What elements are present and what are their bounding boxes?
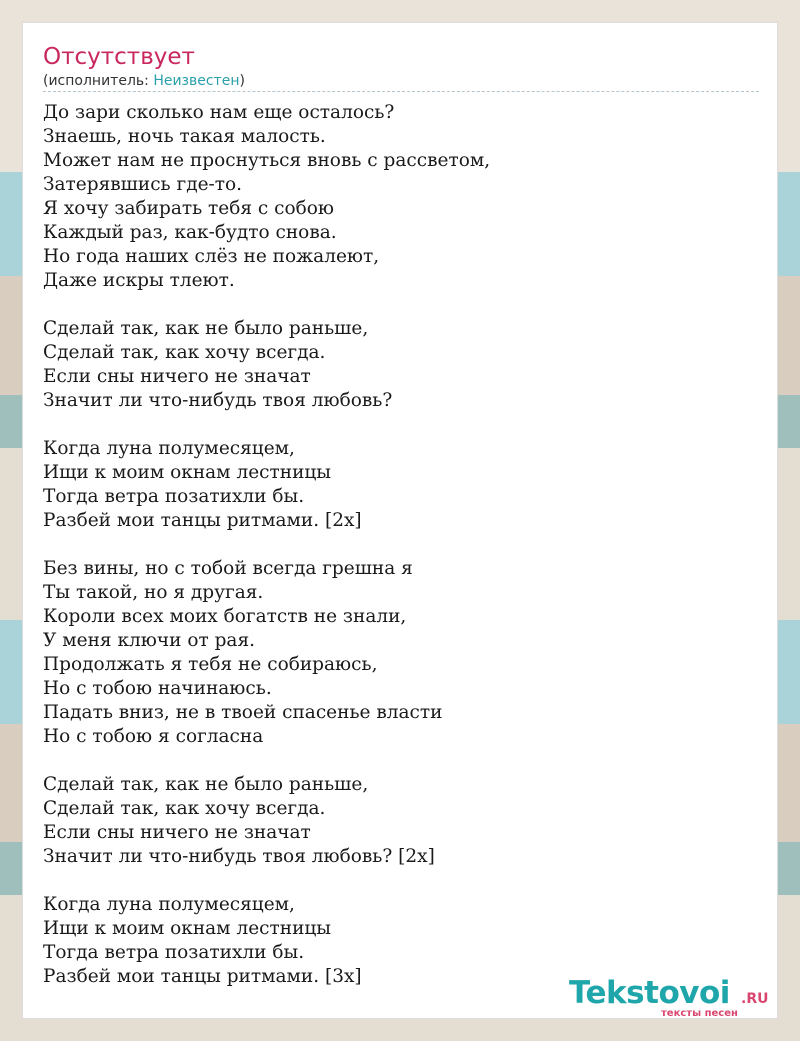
lyric-line: Без вины, но с тобой всегда грешна я xyxy=(43,558,413,579)
stanza xyxy=(43,317,490,413)
lyric-line: Но с тобою начинаюсь. xyxy=(43,678,272,699)
lyric-line: Если сны ничего не значат xyxy=(43,366,311,387)
stanza xyxy=(43,101,490,293)
divider xyxy=(43,91,759,92)
artist-prefix: (исполнитель: xyxy=(43,73,154,89)
lyric-line: Значит ли что-нибудь твоя любовь? xyxy=(43,390,393,411)
lyric-line: Сделай так, как не было раньше, xyxy=(43,774,369,795)
lyric-line: Тогда ветра позатихли бы. xyxy=(43,942,305,963)
lyric-line: Падать вниз, не в твоей спасенье власти xyxy=(43,702,443,723)
lyric-line: Разбей мои танцы ритмами. [3x] xyxy=(43,966,362,987)
lyric-line: Если сны ничего не значат xyxy=(43,822,311,843)
artist-link[interactable]: Неизвестен xyxy=(153,73,240,89)
stanza xyxy=(43,557,490,749)
logo-tld: .RU xyxy=(741,991,769,1007)
artist-line xyxy=(43,72,245,90)
stanza xyxy=(43,773,490,869)
lyric-line: Но с тобою я согласна xyxy=(43,726,264,747)
lyric-line: Когда луна полумесяцем, xyxy=(43,894,295,915)
stanza xyxy=(43,437,490,533)
lyric-line: Но года наших слёз не пожалеют, xyxy=(43,246,380,267)
artist-suffix: ) xyxy=(239,73,245,89)
lyric-line: Затерявшись где-то. xyxy=(43,174,243,195)
lyric-line: Ищи к моим окнам лестницы xyxy=(43,462,332,483)
site-logo[interactable] xyxy=(569,975,775,1021)
logo-name: Tekstovoi xyxy=(569,975,730,1011)
lyrics-text xyxy=(43,101,490,989)
lyric-line: Каждый раз, как-будто снова. xyxy=(43,222,337,243)
lyric-line: Я хочу забирать тебя с собою xyxy=(43,198,335,219)
lyric-line: Продолжать я тебя не собираюсь, xyxy=(43,654,378,675)
lyric-line: Когда луна полумесяцем, xyxy=(43,438,295,459)
lyrics-card xyxy=(22,22,778,1019)
song-title: Отсутствует xyxy=(43,44,195,70)
lyric-line: Может нам не проснуться вновь с рассветом, xyxy=(43,150,491,171)
lyric-line: Разбей мои танцы ритмами. [2x] xyxy=(43,510,362,531)
lyric-line: Даже искры тлеют. xyxy=(43,270,235,291)
lyric-line: Сделай так, как хочу всегда. xyxy=(43,798,326,819)
lyric-line: До зари сколько нам еще осталось? xyxy=(43,102,395,123)
lyric-line: Знаешь, ночь такая малость. xyxy=(43,126,326,147)
lyric-line: Ищи к моим окнам лестницы xyxy=(43,918,332,939)
lyric-line: Сделай так, как не было раньше, xyxy=(43,318,369,339)
lyric-line: Значит ли что-нибудь твоя любовь? [2x] xyxy=(43,846,435,867)
lyric-line: Короли всех моих богатств не знали, xyxy=(43,606,407,627)
stanza xyxy=(43,893,490,989)
lyric-line: У меня ключи от рая. xyxy=(43,630,256,651)
logo-tagline: тексты песен xyxy=(661,1008,738,1019)
lyric-line: Тогда ветра позатихли бы. xyxy=(43,486,305,507)
lyric-line: Ты такой, но я другая. xyxy=(43,582,264,603)
lyric-line: Сделай так, как хочу всегда. xyxy=(43,342,326,363)
